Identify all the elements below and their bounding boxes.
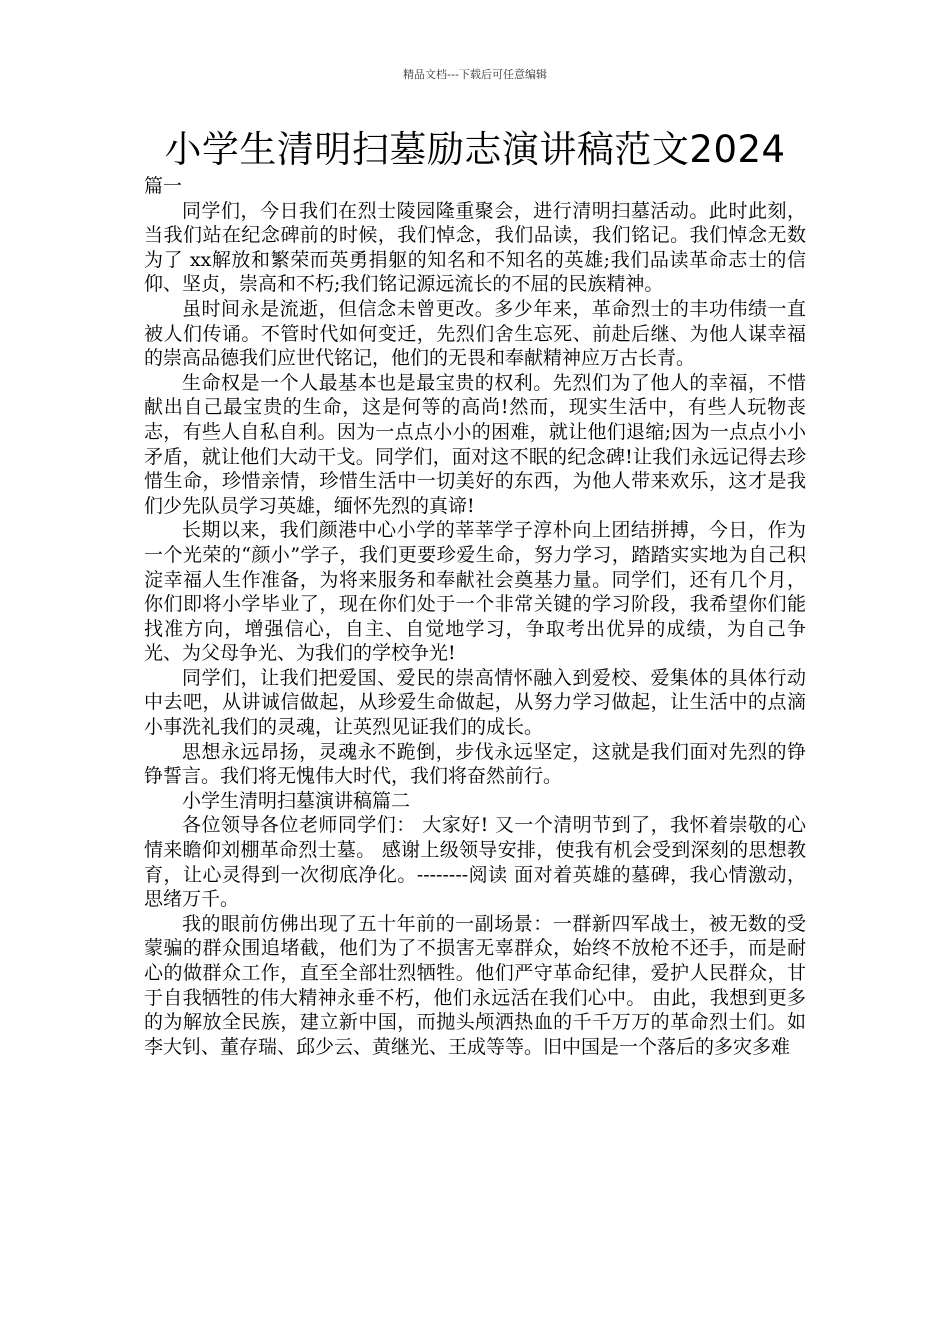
page-header: 精品文档---下载后可任意编辑 — [403, 68, 547, 81]
section-label: 篇一 — [144, 175, 183, 197]
document-title: 小学生清明扫墓励志演讲稿范文2024 — [164, 128, 786, 171]
paragraph: 同学们，今日我们在烈士陵园隆重聚会，进行清明扫墓活动。此时此刻，当我们站在纪念碑前的时候，我们悼念，我们品读，我们铭记。我们悼念无数为了 xx解放和繁荣而英勇捐躯的知名和不知名的英雄;我们品读革命志士的信仰、坚贞，崇高和不朽;我们铭记源远流长的不屈的民族精神。 — [144, 199, 806, 296]
paragraph: 我的眼前仿佛出现了五十年前的一副场景：一群新四军战士，被无数的受蒙骗的群众围追堵截，他们为了不损害无辜群众，始终不放枪不还手，而是耐心的做群众工作，直至全部壮烈牺牲。他们严守革命纪律，爱护人民群众，甘于自我牺牲的伟大精神永垂不朽，他们永远活在我们心中。 由此，我想到更多的为解放全民族，建立新中国，而抛头颅洒热血的千千万万的革命烈士们。如李大钊、董存瑞、邱少云、黄继光、王成等等。旧中国是一个落后的多灾多难 — [144, 912, 806, 1058]
paragraph: 长期以来，我们颜港中心小学的莘莘学子淳朴向上团结拼搏，今日，作为一个光荣的“颜小”学子，我们更要珍爱生命，努力学习，踏踏实实地为自己积淀幸福人生作准备，为将来服务和奉献社会奠基力量。同学们，还有几个月，你们即将小学毕业了，现在你们处于一个非常关键的学习阶段，我希望你们能找准方向，增强信心，自主、自觉地学习，争取考出优异的成绩，为自己争光、为父母争光、为我们的学校争光! — [144, 519, 806, 665]
paragraph: 虽时间永是流逝，但信念未曾更改。多少年来，革命烈士的丰功伟绩一直被人们传诵。不管时代如何变迁，先烈们舍生忘死、前赴后继、为他人谋幸福的崇高品德我们应世代铭记，他们的无畏和奉献精神应万古长青。 — [144, 297, 806, 370]
section-heading: 小学生清明扫墓演讲稿篇二 — [182, 789, 411, 812]
paragraph: 思想永远昂扬，灵魂永不跪倒，步伐永远坚定，这就是我们面对先烈的铮铮誓言。我们将无愧伟大时代，我们将奋然前行。 — [144, 740, 806, 788]
paragraph: 各位领导各位老师同学们： 大家好! 又一个清明节到了，我怀着崇敬的心情来瞻仰刘棚革命烈士墓。 感谢上级领导安排，使我有机会受到深刻的思想教育，让心灵得到一次彻底净化。--------阅读 面对着英雄的墓碑，我心情激动，思绪万千。 — [144, 814, 806, 911]
paragraph: 生命权是一个人最基本也是最宝贵的权利。先烈们为了他人的幸福，不惜献出自己最宝贵的生命，这是何等的高尚!然而，现实生活中，有些人玩物丧志，有些人自私自利。因为一点点小小的困难，就让他们退缩;因为一点点小小矛盾，就让他们大动干戈。同学们，面对这不眠的纪念碑!让我们永远记得去珍惜生命，珍惜亲情，珍惜生活中一切美好的东西，为他人带来欢乐，这才是我们少先队员学习英雄，缅怀先烈的真谛! — [144, 371, 806, 517]
paragraph: 同学们，让我们把爱国、爱民的崇高情怀融入到爱校、爱集体的具体行动中去吧，从讲诚信做起，从珍爱生命做起，从努力学习做起，让生活中的点滴小事洗礼我们的灵魂，让英烈见证我们的成长。 — [144, 666, 806, 739]
document-body — [144, 174, 806, 1059]
